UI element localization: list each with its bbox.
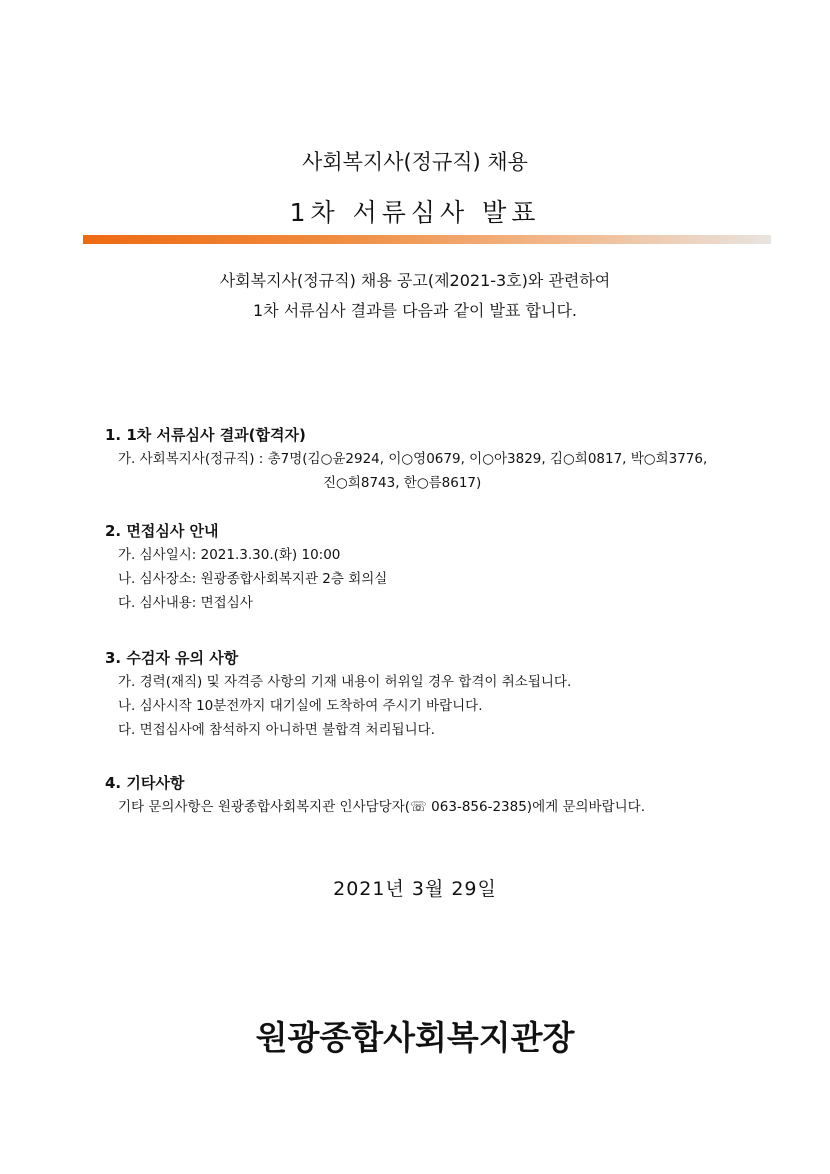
document-title: 1차 서류심사 발표 [289, 198, 541, 227]
section-line: 진○희8743, 한○름8617) [323, 475, 482, 491]
section-interview-info [105, 519, 785, 615]
section-line: 나. 심사시작 10분전까지 대기실에 도착하여 주시기 바랍니다. [118, 698, 483, 714]
section-line: 다. 심사내용: 면접심사 [118, 595, 253, 611]
title-underline-bar [83, 235, 771, 244]
section-other-matters [105, 771, 785, 819]
section-heading: 3. 수검자 유의 사항 [105, 649, 239, 667]
intro-line-2: 1차 서류심사 결과를 다음과 같이 발표 합니다. [253, 301, 577, 320]
section-line: 가. 심사일시: 2021.3.30.(화) 10:00 [118, 547, 341, 563]
section-line: 나. 심사장소: 원광종합사회복지관 2층 회의실 [118, 571, 388, 587]
section-line: 가. 경력(재직) 및 자격증 사항의 기재 내용이 허위일 경우 합격이 취소됩니다. [118, 674, 572, 690]
section-document-results [105, 423, 785, 495]
section-line: 기타 문의사항은 원광종합사회복지관 인사담당자(☏ 063-856-2385)에게 문의바랍니다. [118, 799, 645, 815]
section-line: 다. 면접심사에 참석하지 아니하면 불합격 처리됩니다. [118, 722, 435, 738]
section-candidate-notes [105, 646, 785, 742]
section-heading: 1. 1차 서류심사 결과(합격자) [105, 426, 306, 444]
document-subtitle: 사회복지사(정규직) 채용 [302, 150, 528, 174]
intro-line-1: 사회복지사(정규직) 채용 공고(제2021-3호)와 관련하여 [219, 271, 611, 290]
organization-signature: 원광종합사회복지관장 [255, 1018, 575, 1057]
intro-paragraph [0, 266, 830, 326]
announcement-date: 2021년 3월 29일 [333, 878, 497, 900]
section-heading: 4. 기타사항 [105, 774, 185, 792]
section-line: 가. 사회복지사(정규직) : 총7명(김○윤2924, 이○영0679, 이○아3829, 김○희0817, 박○희3776, [118, 451, 708, 467]
section-heading: 2. 면접심사 안내 [105, 522, 219, 540]
